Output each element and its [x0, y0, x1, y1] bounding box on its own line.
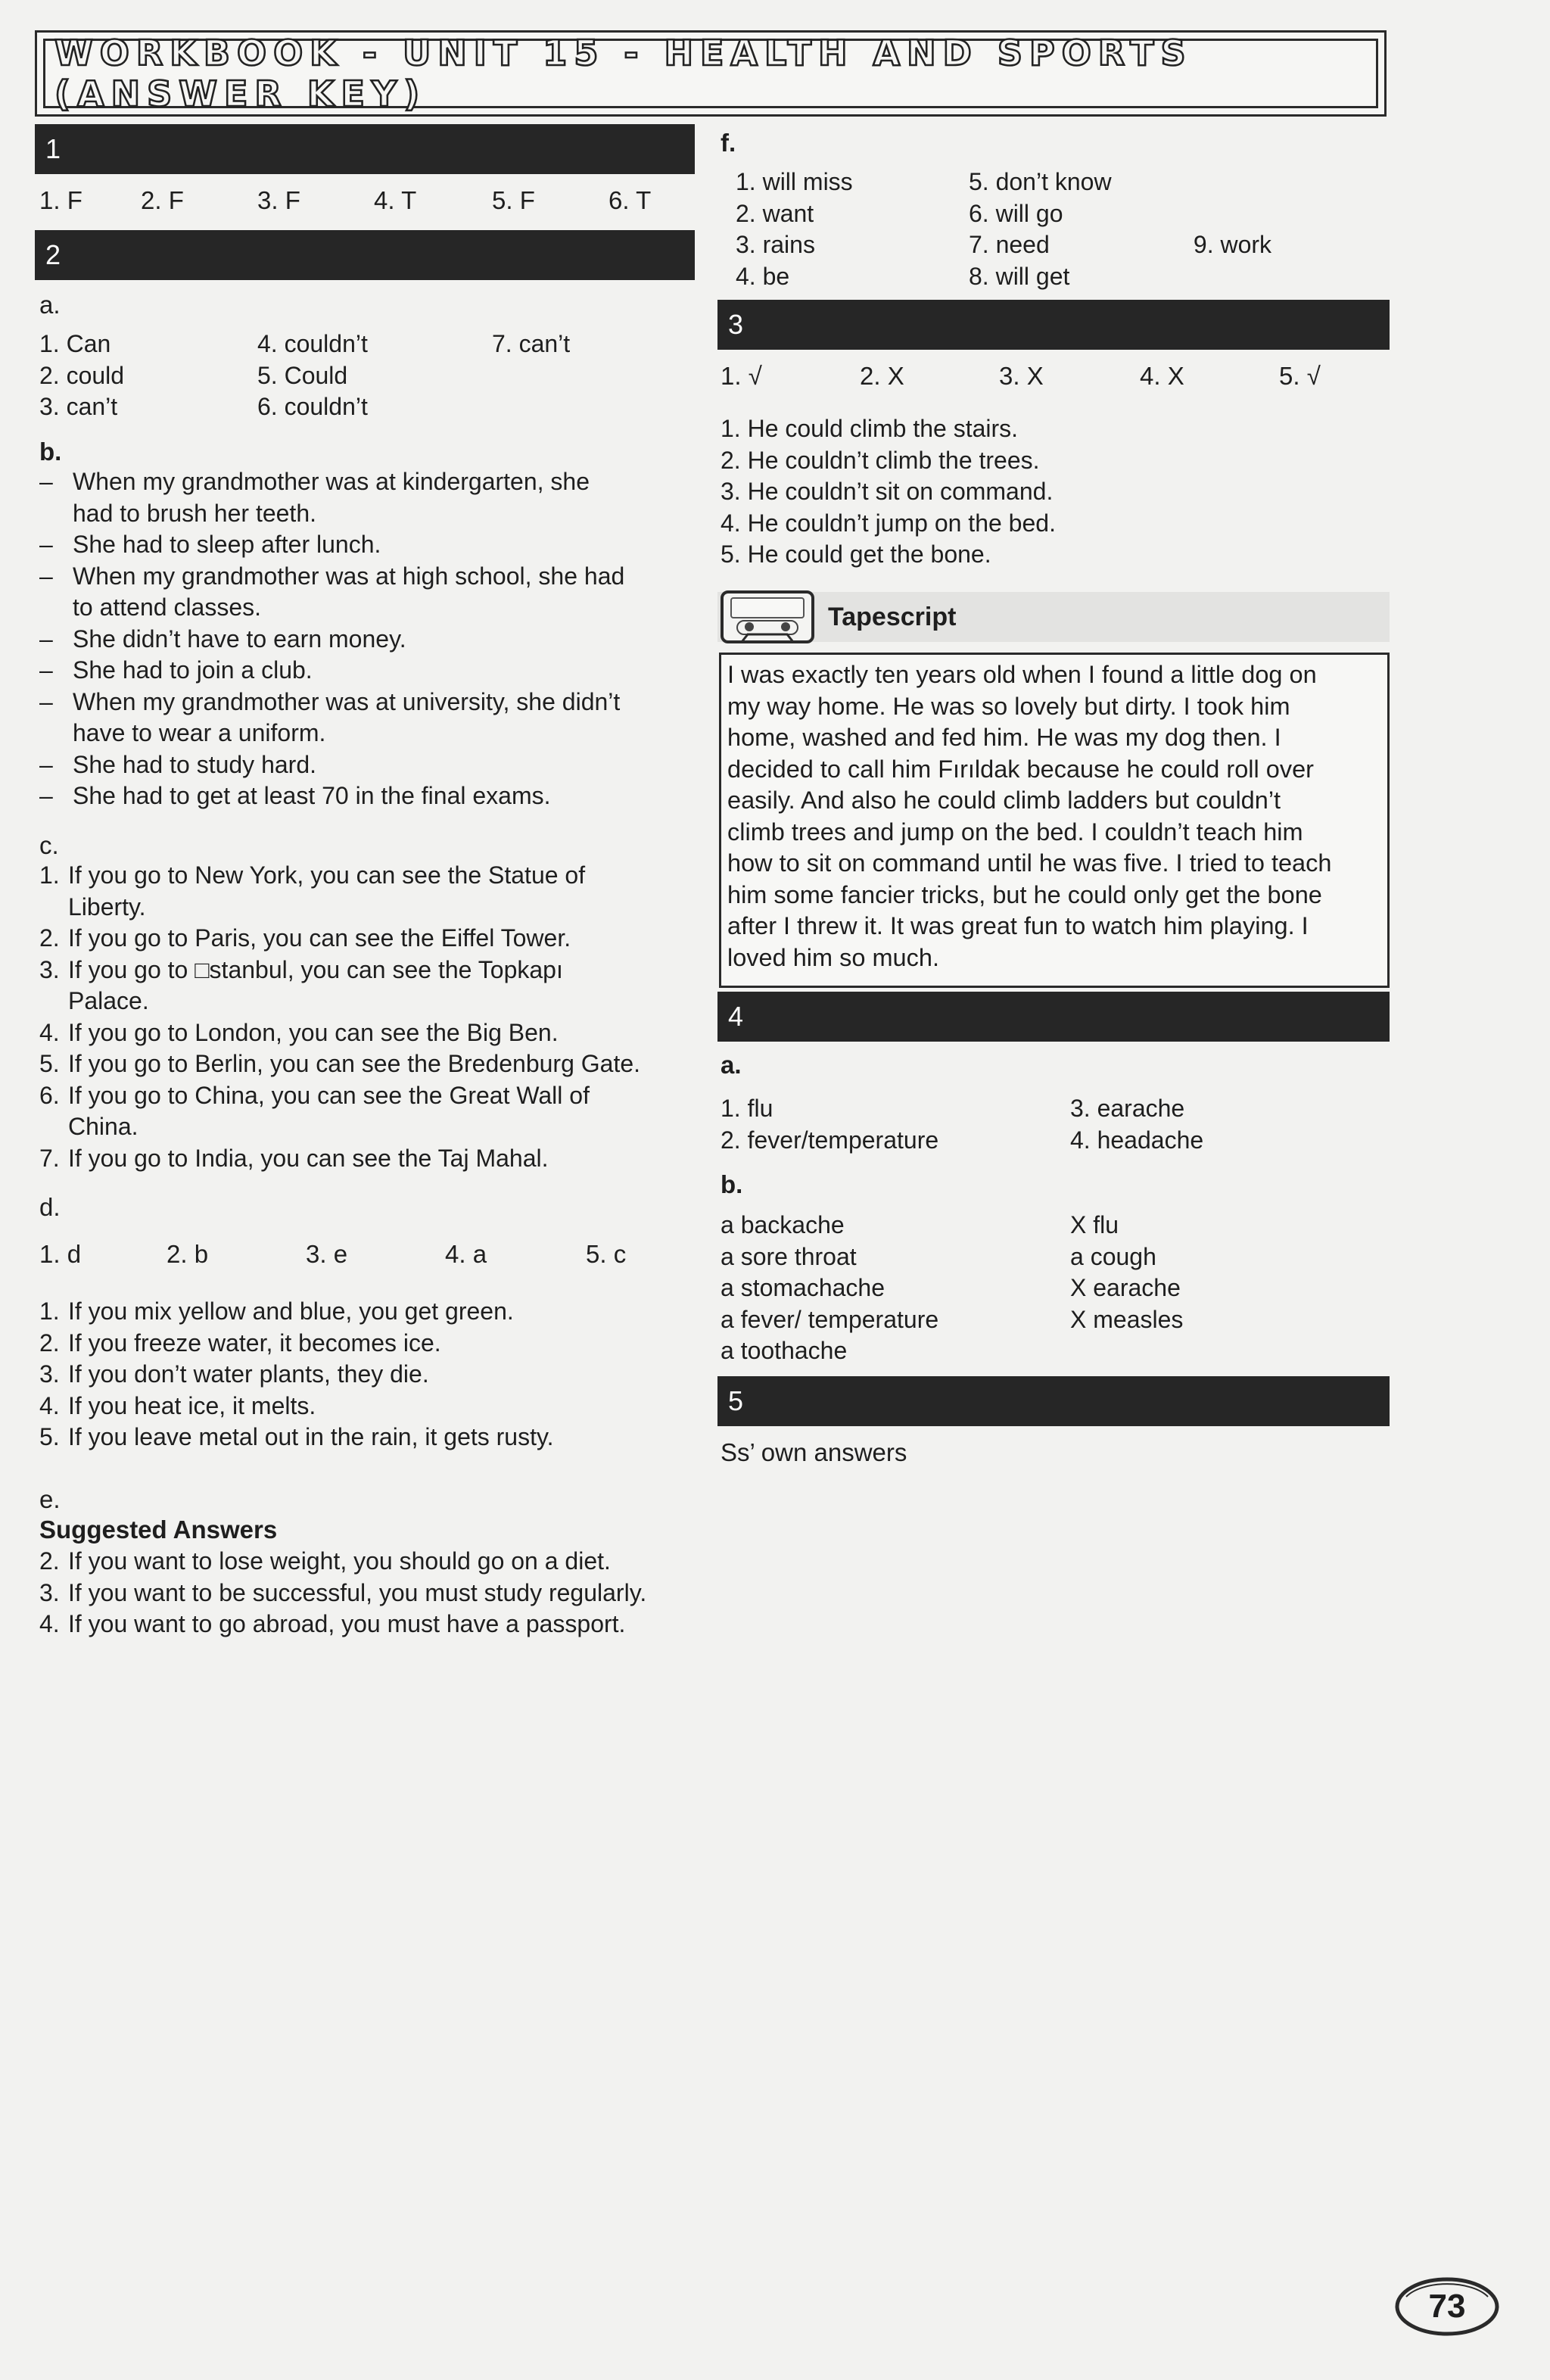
exercise-4a-label: a. — [721, 1051, 742, 1079]
list-item: 2. could — [39, 361, 125, 389]
list-item: 1. He could climb the stairs. — [721, 415, 1019, 442]
list-item: – She had to get at least 70 in the final exams. — [39, 782, 551, 809]
list-item: 1. If you mix yellow and blue, you get green. — [39, 1297, 514, 1325]
list-item: 5. If you go to Berlin, you can see the Bredenburg Gate. — [39, 1050, 641, 1077]
tapescript-box — [719, 653, 1390, 988]
tapescript-line: my way home. He was so lovely but dirty. I took him — [727, 692, 1290, 720]
answer-item: 3. e — [306, 1240, 348, 1268]
list-item: – She had to join a club. — [39, 656, 313, 684]
list-item: 5. He could get the bone. — [721, 540, 991, 568]
exercise-4a-col1 — [721, 1093, 938, 1156]
list-item: 4. He couldn’t jump on the bed. — [721, 509, 1056, 537]
list-item: 4. If you go to London, you can see the Big Ben. — [39, 1018, 559, 1046]
section-2-label: 2 — [45, 239, 61, 270]
list-item: 7. need — [969, 231, 1050, 258]
tapescript-title: Tapescript — [828, 602, 957, 631]
list-item: a cough — [1070, 1242, 1156, 1270]
answer-item: 5. √ — [1279, 362, 1321, 390]
page-number: 73 — [1428, 2288, 1466, 2325]
exercise-2b-label: b. — [39, 438, 62, 466]
list-item: – She didn’t have to earn money. — [39, 625, 406, 653]
exercise-2d-label: d. — [39, 1193, 61, 1221]
exercise-4b-label: b. — [721, 1170, 743, 1198]
cassette-tape-icon — [719, 587, 816, 646]
list-item: 2. He couldn’t climb the trees. — [721, 446, 1040, 474]
list-item: 1. will miss — [736, 168, 853, 195]
list-item: a fever/ temperature — [721, 1305, 939, 1333]
list-item: – When my grandmother was at high school, she had to attend classes. — [39, 562, 625, 621]
answer-item: 1. F — [39, 186, 82, 214]
list-item: 6. couldn’t — [257, 393, 368, 420]
list-item: 5. Could — [257, 361, 348, 389]
exercise-2a-col1 — [39, 329, 124, 423]
list-item: X flu — [1070, 1211, 1119, 1238]
page-title: WORKBOOK - UNIT 15 - HEALTH AND SPORTS (ANSWER KEY) — [54, 33, 1193, 114]
tapescript-line: loved him so much. — [727, 943, 939, 971]
answer-item: 2. X — [860, 362, 904, 390]
tapescript-line: climb trees and jump on the bed. I couldn’t teach him — [727, 818, 1303, 846]
tapescript-header — [717, 592, 1390, 642]
answer-item: 5. F — [492, 186, 535, 214]
answer-item: 4. T — [374, 186, 417, 214]
exercise-2a-col2 — [257, 329, 368, 423]
list-item: 7. can’t — [492, 330, 571, 357]
list-item: – When my grandmother was at kindergarten, she had to brush her teeth. — [39, 468, 590, 527]
list-item: X earache — [1070, 1274, 1181, 1301]
list-item: – She had to sleep after lunch. — [39, 531, 381, 558]
list-item: a sore throat — [721, 1242, 857, 1270]
answer-item: 1. d — [39, 1240, 82, 1268]
list-item: 2. If you go to Paris, you can see the Eiffel Tower. — [39, 924, 571, 952]
section-3-sentences — [721, 413, 1056, 571]
section-1-header — [35, 124, 695, 174]
list-item: 1. If you go to New York, you can see the Statue of Liberty. — [39, 861, 586, 921]
answer-item: 2. b — [167, 1240, 209, 1268]
page-title-inner-frame — [43, 33, 1378, 114]
section-2-header — [35, 230, 695, 280]
list-item: 1. Can — [39, 330, 111, 357]
exercise-2f-label: f. — [721, 129, 736, 157]
list-item: 3. If you go to □stanbul, you can see the Topkapı Palace. — [39, 955, 563, 1014]
exercise-2f-col2 — [969, 167, 1112, 292]
tapescript-line: home, washed and fed him. He was my dog then. I — [727, 724, 1281, 751]
section-1-label: 1 — [45, 133, 61, 164]
list-item: 9. work — [1187, 231, 1272, 258]
list-item: 3. earache — [1070, 1095, 1185, 1122]
list-item: 3. If you don’t water plants, they die. — [39, 1360, 429, 1388]
answer-item: 4. X — [1140, 362, 1184, 390]
answer-item: 4. a — [445, 1240, 487, 1268]
exercise-2f-col3 — [1187, 167, 1278, 387]
list-item: 4. If you heat ice, it melts. — [39, 1391, 316, 1419]
list-item: 6. If you go to China, you can see the Great Wall of China. — [39, 1081, 590, 1140]
exercise-4b-col2 — [1070, 1210, 1183, 1335]
list-item: 1. flu — [721, 1095, 773, 1122]
list-item: 6. will go — [969, 199, 1063, 227]
list-item: 3. If you want to be successful, you must study regularly. — [39, 1578, 647, 1606]
list-item: 3. rains — [736, 231, 815, 258]
list-item: a toothache — [721, 1337, 848, 1364]
list-item: 3. can’t — [39, 393, 118, 420]
list-item: X measles — [1070, 1305, 1184, 1333]
list-item: 4. be — [736, 262, 790, 290]
suggested-answers-heading: Suggested Answers — [39, 1516, 278, 1544]
exercise-2c-label: c. — [39, 831, 59, 859]
list-item: 8. will get — [969, 262, 1070, 290]
list-item: 5. If you leave metal out in the rain, it gets rusty. — [39, 1423, 554, 1450]
section-5-answer: Ss’ own answers — [721, 1438, 907, 1466]
tapescript-line: decided to call him Fırıldak because he could roll over — [727, 755, 1314, 783]
exercise-2f-col1 — [736, 167, 853, 292]
section-3-label: 3 — [728, 309, 744, 340]
page-title-frame — [35, 30, 1387, 117]
tapescript-line: how to sit on command until he was five. I tried to teach — [727, 849, 1332, 877]
answer-item: 3. F — [257, 186, 300, 214]
list-item: 4. If you want to go abroad, you must have a passport. — [39, 1610, 626, 1637]
tapescript-line: I was exactly ten years old when I found a little dog on — [727, 661, 1317, 688]
section-5-header — [717, 1376, 1390, 1426]
list-item: a stomachache — [721, 1274, 885, 1301]
exercise-2e-label: e. — [39, 1485, 61, 1513]
exercise-2c-list — [39, 860, 640, 1174]
list-item: a backache — [721, 1211, 845, 1238]
exercise-2a-col3 — [492, 329, 570, 360]
list-item: 2. If you freeze water, it becomes ice. — [39, 1329, 441, 1357]
section-3-header — [717, 300, 1390, 350]
list-item: – When my grandmother was at university, she didn’t have to wear a uniform. — [39, 687, 621, 746]
section-4-label: 4 — [728, 1001, 744, 1032]
answer-item: 2. F — [141, 186, 184, 214]
section-4-header — [717, 992, 1390, 1042]
list-item: 2. fever/temperature — [721, 1126, 939, 1154]
list-item: 7. If you go to India, you can see the Taj Mahal. — [39, 1144, 549, 1172]
tapescript-line: easily. And also he could climb ladders but couldn’t — [727, 787, 1281, 814]
list-item: 3. He couldn’t sit on command. — [721, 478, 1054, 505]
answer-item: 6. T — [608, 186, 652, 214]
section-5-label: 5 — [728, 1385, 744, 1416]
list-item: 4. headache — [1070, 1126, 1204, 1154]
tapescript-line: after I threw it. It was great fun to watch him playing. I — [727, 912, 1309, 939]
exercise-2e-list — [39, 1546, 646, 1640]
exercise-2d-list — [39, 1296, 554, 1453]
list-item: 5. don’t know — [969, 168, 1112, 195]
list-item: 2. want — [736, 199, 814, 227]
tapescript-line: him some fancier tricks, but he could only get the bone — [727, 880, 1322, 908]
answer-item: 1. √ — [721, 362, 762, 390]
list-item: 2. If you want to lose weight, you should go on a diet. — [39, 1547, 611, 1575]
exercise-4b-col1 — [721, 1210, 938, 1367]
exercise-4a-col2 — [1070, 1093, 1203, 1156]
list-item: – She had to study hard. — [39, 750, 316, 778]
exercise-2a-label: a. — [39, 291, 61, 319]
answer-item: 3. X — [999, 362, 1044, 390]
page-number-badge — [1393, 2274, 1502, 2339]
answer-item: 5. c — [586, 1240, 627, 1268]
list-item: 4. couldn’t — [257, 330, 368, 357]
exercise-2b-list — [39, 466, 624, 812]
